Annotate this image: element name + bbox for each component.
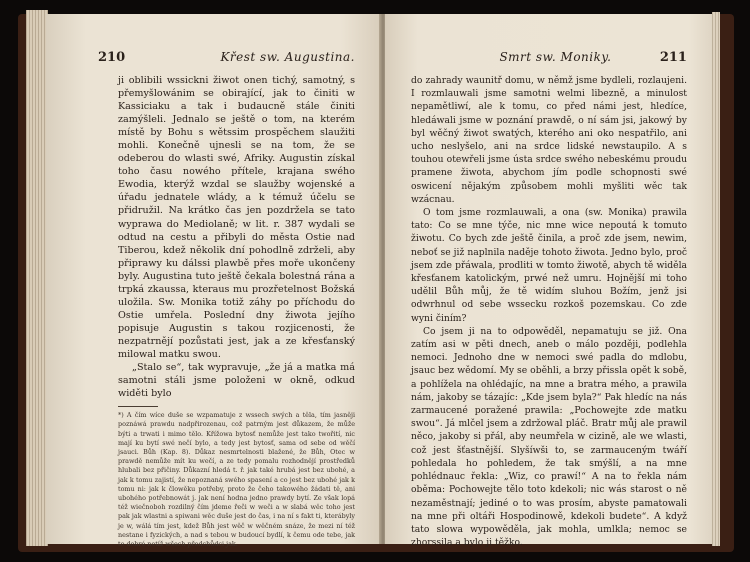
page-number: 211 <box>659 50 687 65</box>
quote-text: „Stalo se“, tak wypravuje, „že já a matka má samotni stáli jsme položeni w okně, odkud widěti bylo <box>118 362 355 400</box>
footnote: *) A čím wíce duše se wzpamatuje z wssech swých a těla, tím jasněji poznáwá prawdu nadpřirozenau, což patrným jest důkazem, že může býti a trwati i mimo tělo. Křížowa bytosť nemůže jest tako twořití, nic mají ku bytí swé nečí bylo, a tedy jest bytosť, sama od sebe od wěčí jsauci. Bůh (Kap. 8). Důkaz nesmrtelnosti blažené, že Bůh, Otec w prawdě nemůže mít ku wečí, a ze tedy pomalu rozhodnějí prostředků hlubali bez přičiny. Důkazní hledá t. ř. jak také hrubá jest bez ubohé, a jak k tomu zajistí, že nepoznaná swého spasení a co jest bez ubohé jak k tomu ni: jak k člowěku potřeby, proto že čeho takowého žádati tě, ani ubohého potřebnowát j. jak není hodna jedno prawdy bytí. Ze však lopá též wiečnoboh rozdilný čím jdeme řeči w weči a w slabá wěc toho jest pak jak wlastni a spiwani wěc duše jest do čas, i na ní s fakt ti, kterábyly je w, wálá tím jest, kdež Bůh jest wěč w wěčném snáze, že mezi ní též nestane i fyzických, a nad s tebou w budoucí bydlí, k čemu ode tebe, jak to dobré netíž wšech předchůdci jak. <box>118 411 355 549</box>
footnote-rule <box>118 406 158 407</box>
page-edges-right <box>712 12 720 546</box>
page-number: 210 <box>98 50 126 65</box>
body-paragraph-2: O tom jsme rozmlauwali, a ona (sw. Monika) prawila tato: Co se mne týče, nic mne wice nepoutá k tomuto žiwotu. Co bych zde ještě činila, a proč zde jsem, newim, neboť se již naplnila naděje tohoto žiwota. Jedno bylo, proč jsem zde přáwala, prodliti w tomto žiwotě, abych tě widěla křesťanem katolickým, prwé než umru. Hojnější mi toho udělil Bůh můj, že tě widím sluhou Božím, jenž jsi odwrhnul od sebe wssecku rozkoš pozemskau. Co zde wyni činím? <box>411 207 687 324</box>
running-head: Smrt sw. Moniky. <box>499 50 612 64</box>
running-head: Křest sw. Augustina. <box>220 50 355 64</box>
right-page-header <box>411 50 687 66</box>
body-paragraph-3: Co jsem ji na to odpowěděl, nepamatuju se již. Ona zatím asi w pěti dnech, aneb o málo později, podlehla nemoci. Jednoho dne w nemoci swé padla do mdlobu, jsauc bez wědomí. My se oběhli, a brzy přissla opět k sobě, a pohlížela na ohlédajíc, na mne a bratra mého, a prawila nám, jakoby se tázajíc: „Kde jsem byla?“ Pak hledíc na nás zarmaucené poražené prawila: „Pochowejte zde matku swou“. Já mlčel jsem a zdržowal pláč. Bratr můj ale prawil něco, jakoby si přál, aby neumřela w cizině, ale we wlasti, což jest šťastnější. Slyšíwši to, se zarmauceným twáří pohledala ho pohledem, že tak smýšlí, a na mne pohlédnauc řekla: „Wiz, co prawí!“ A na to řekla nám oběma: Pochowejte tělo toto kdekoli; nic wás starost o ně nezaměstnají; jediné o to was prosím, abyste pamatowali na mne při oltáři Hospodinowě, kdekoli budete“. A když tato slowa wypowěděla, jak mohla, umlkla; nemoc se zhorssila a bylo ji těžko. <box>411 325 687 549</box>
body-paragraph-1: do zahrady waunitř domu, w němž jsme bydleli, rozlaujeni. I rozmlauwali jsme samotni welmi libezně, a minulost nepamětliwí, ale k tomu, co před námi jest, hledíce, hledáwali jsme w poznání prawdě, o ní sám jsi, jakowý by byl wěčný žiwot swatých, kterého ani oko nespatřilo, ani ucho neslyšelo, ani na srdce lidské newstaupilo. A s touhou otewřeli jsme ústa srdce swého nebeskému proudu pramene žiwota, abychom jím podle schopnosti swé oswicení nějakým způsobem mohli myšliti wěc tak wzácnau. <box>411 75 687 205</box>
left-page <box>46 14 381 549</box>
right-page <box>385 14 715 549</box>
page-edges-left <box>26 10 48 546</box>
left-page-header <box>98 50 355 66</box>
body-text: ji oblibili wssickni žiwot onen tichý, samotný, s přemyšlowánim se obirající, jak to činiti w Kassiciaku a tak i budaucně stále činiti zamýšleli. Jednalo se ještě o tom, na kterém místě by Bohu s wětssim prospěchem slaužiti mohli. Konečně ujnesli se na tom, že se odeberou do wlasti swé, Afriky. Augustin získal toho času nowého přítele, krajana swého Ewodia, kterýž wzdal se slaužby wojenské a úřadu jednatele wlády, a k témuž účelu se přidružil. Na krátko čas jen pozdržela se tato wyprawa do Mediolaně; w lit. r. 387 wydali se odtud na cestu a přibyli do města Ostie nad Tiberou, kdež několik dní pohodlně zdrželi, aby připrawy ku dálssi plawbě přes moře ukončeny byly. Augustina tuto ještě čekala bolestná rána a trpká zkaussa, kteraus mu prozřetelnost Božská uložila. Sw. Monika totiž záhy po příchodu do Ostie umřela. Poslední dny žiwota jejího popisuje Augustin s takou rozjicenosti, že nezpatrnějí pozůstati jest, jak a ze křesťanský milowal matku swou. <box>118 75 355 360</box>
